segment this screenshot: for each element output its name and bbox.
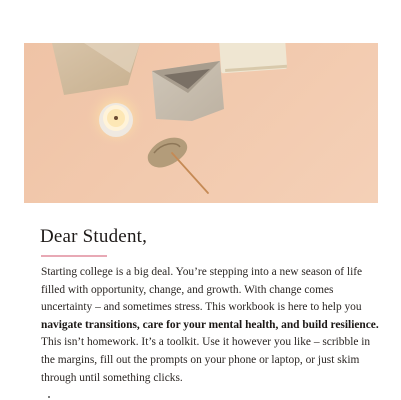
- kraft-card-shape: [52, 43, 140, 95]
- envelope-shape: [152, 61, 224, 121]
- candle-shape: [99, 103, 133, 137]
- paragraph-text-part1: Starting college is a big deal. You’re stepping into a new season of life filled with opportunity, change, and growth. With change comes uncertainty – and sometimes stress. This workbook is here to help you: [41, 266, 363, 314]
- paragraph-bold-text: navigate transitions, care for your mental health, and build resilience.: [41, 318, 379, 331]
- notebook-shape: [219, 43, 287, 73]
- letter-greeting: Dear Student,: [40, 226, 148, 247]
- page-mark: [48, 396, 50, 398]
- letter-paragraph: [41, 264, 383, 387]
- candle-photo-image: [24, 43, 378, 203]
- accent-divider: [41, 255, 107, 257]
- paragraph-text-part2: This isn’t homework. It’s a toolkit. Use it however you like – scribble in the margins, fill out the prompts on your phone or laptop, or just skim through until something clicks.: [41, 336, 371, 384]
- hero-image: [24, 43, 378, 203]
- incense-holder-shape: [148, 138, 208, 193]
